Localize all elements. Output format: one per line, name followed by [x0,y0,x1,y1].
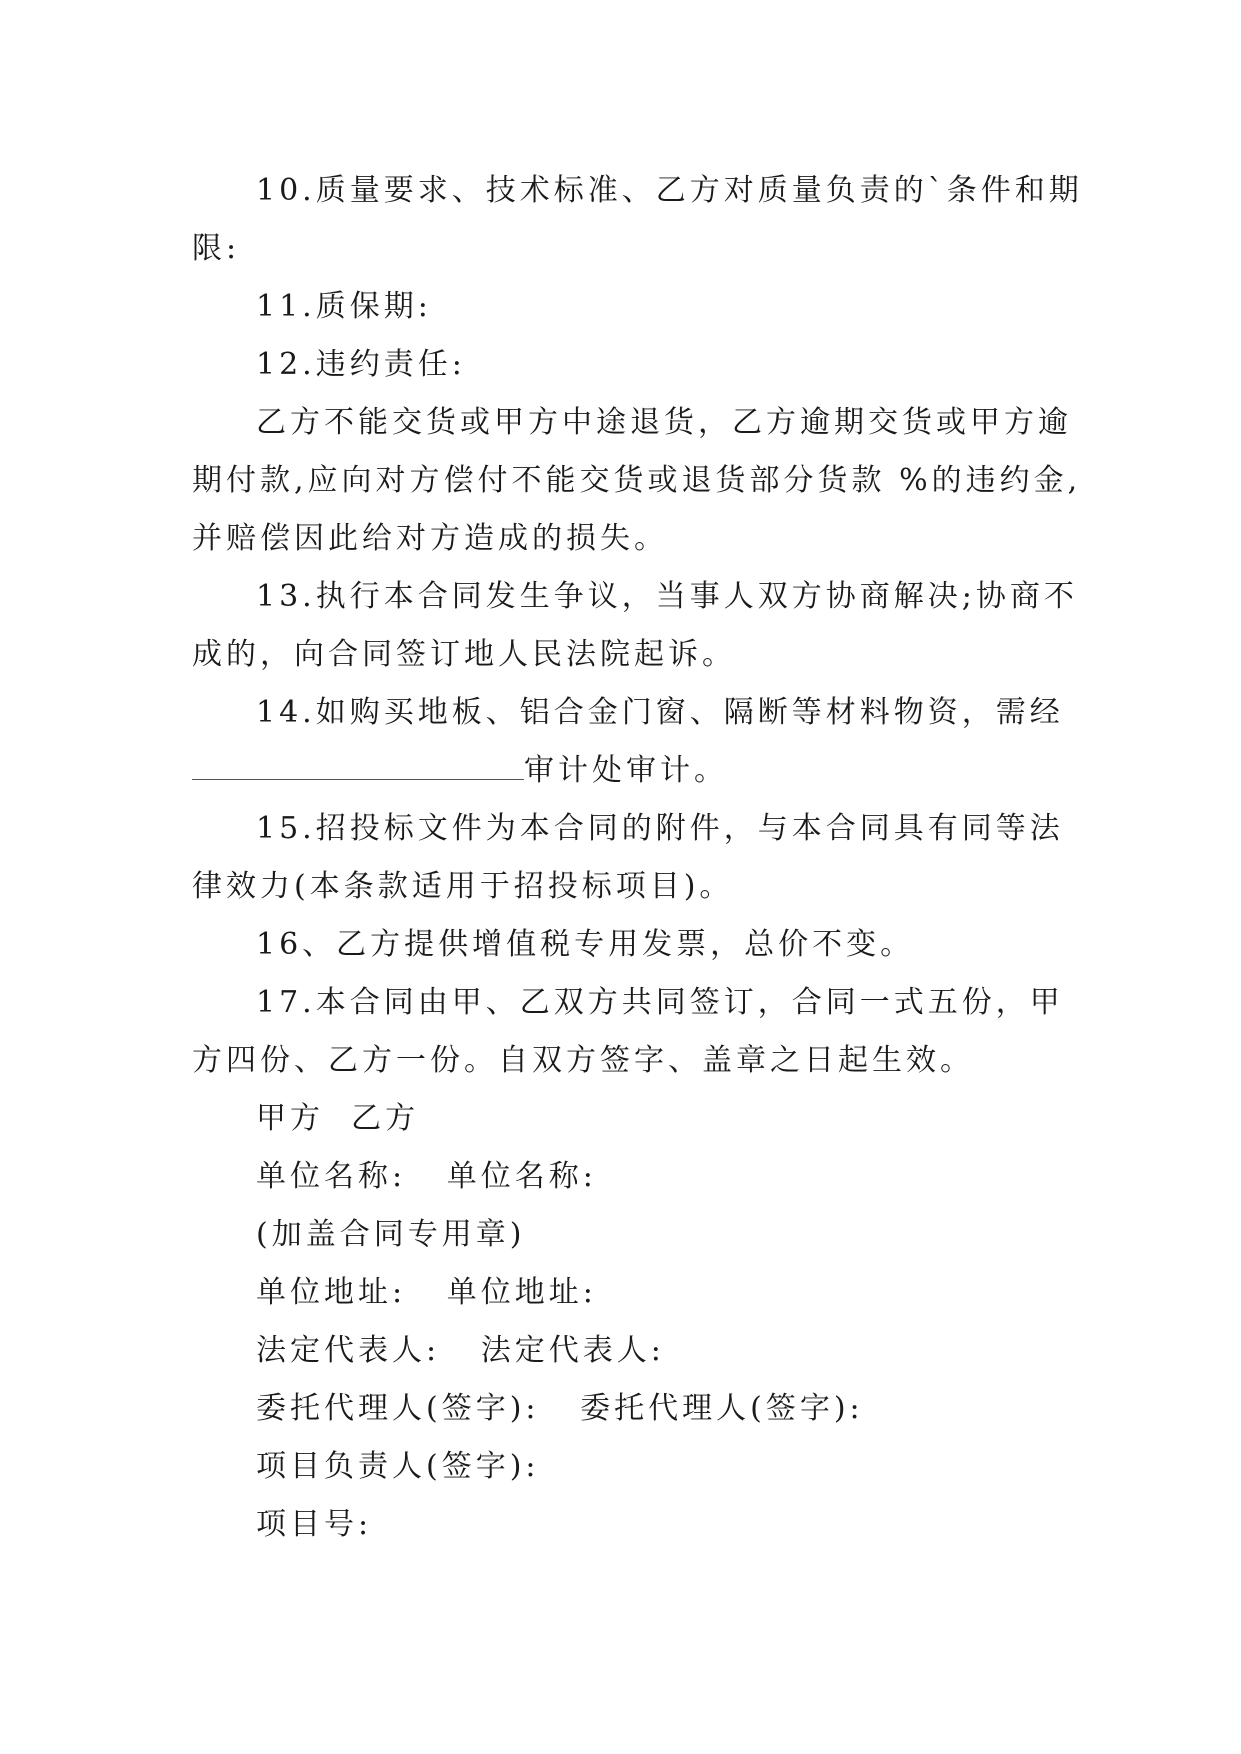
signature-unit-address: 单位地址: 单位地址: [256,1275,597,1310]
clause-17-line-2: 方四份、乙方一份。自双方签字、盖章之日起生效。 [192,1043,974,1078]
clause-13 [192,568,1078,684]
signature-agent: 委托代理人(签字): 委托代理人(签字): [256,1391,864,1426]
clause-14-line-2-suffix: 审计处审计。 [524,753,728,788]
clause-10-line-2: 限: [192,231,241,266]
clause-14 [192,684,1064,800]
clause-10-line-1: 10.质量要求、技术标准、乙方对质量负责的`条件和期 [256,173,1083,208]
signature-unit-name: 单位名称: 单位名称: [256,1159,597,1194]
signature-project-no: 项目号: [256,1507,373,1542]
contract-body [192,162,1083,1554]
clause-12-body-line-2: 期付款,应向对方偿付不能交货或退货部分货款 %的违约金, [192,463,1082,498]
fill-in-blank [192,743,524,780]
clause-15-line-2: 律效力(本条款适用于招投标项目)。 [192,869,734,904]
clause-12: 12.违约责任: [256,347,466,382]
signature-seal-note: (加盖合同专用章) [256,1217,526,1252]
clause-17-line-1: 17.本合同由甲、乙双方共同签订，合同一式五份，甲 [256,985,1064,1020]
clause-12-body-line-1: 乙方不能交货或甲方中途退货，乙方逾期交货或甲方逾 [256,405,1072,440]
signature-parties: 甲方 乙方 [256,1101,420,1136]
clause-12-body-line-3: 并赔偿因此给对方造成的损失。 [192,521,668,556]
clause-11: 11.质保期: [256,289,432,324]
signature-legal-rep: 法定代表人: 法定代表人: [256,1333,665,1368]
clause-10 [192,162,1083,278]
clause-17 [192,974,1064,1090]
clause-13-line-1: 13.执行本合同发生争议，当事人双方协商解决;协商不 [256,579,1078,614]
clause-15-line-1: 15.招投标文件为本合同的附件，与本合同具有同等法 [256,811,1064,846]
signature-project-lead: 项目负责人(签字): [256,1449,540,1484]
clause-15 [192,800,1064,916]
clause-12-body [192,394,1082,568]
clause-14-line-1: 14.如购买地板、铝合金门窗、隔断等材料物资，需经 [256,695,1064,730]
clause-16: 16、乙方提供增值税专用发票，总价不变。 [256,927,915,962]
clause-13-line-2: 成的，向合同签订地人民法院起诉。 [192,637,736,672]
clause-14-line-2 [192,742,1052,800]
